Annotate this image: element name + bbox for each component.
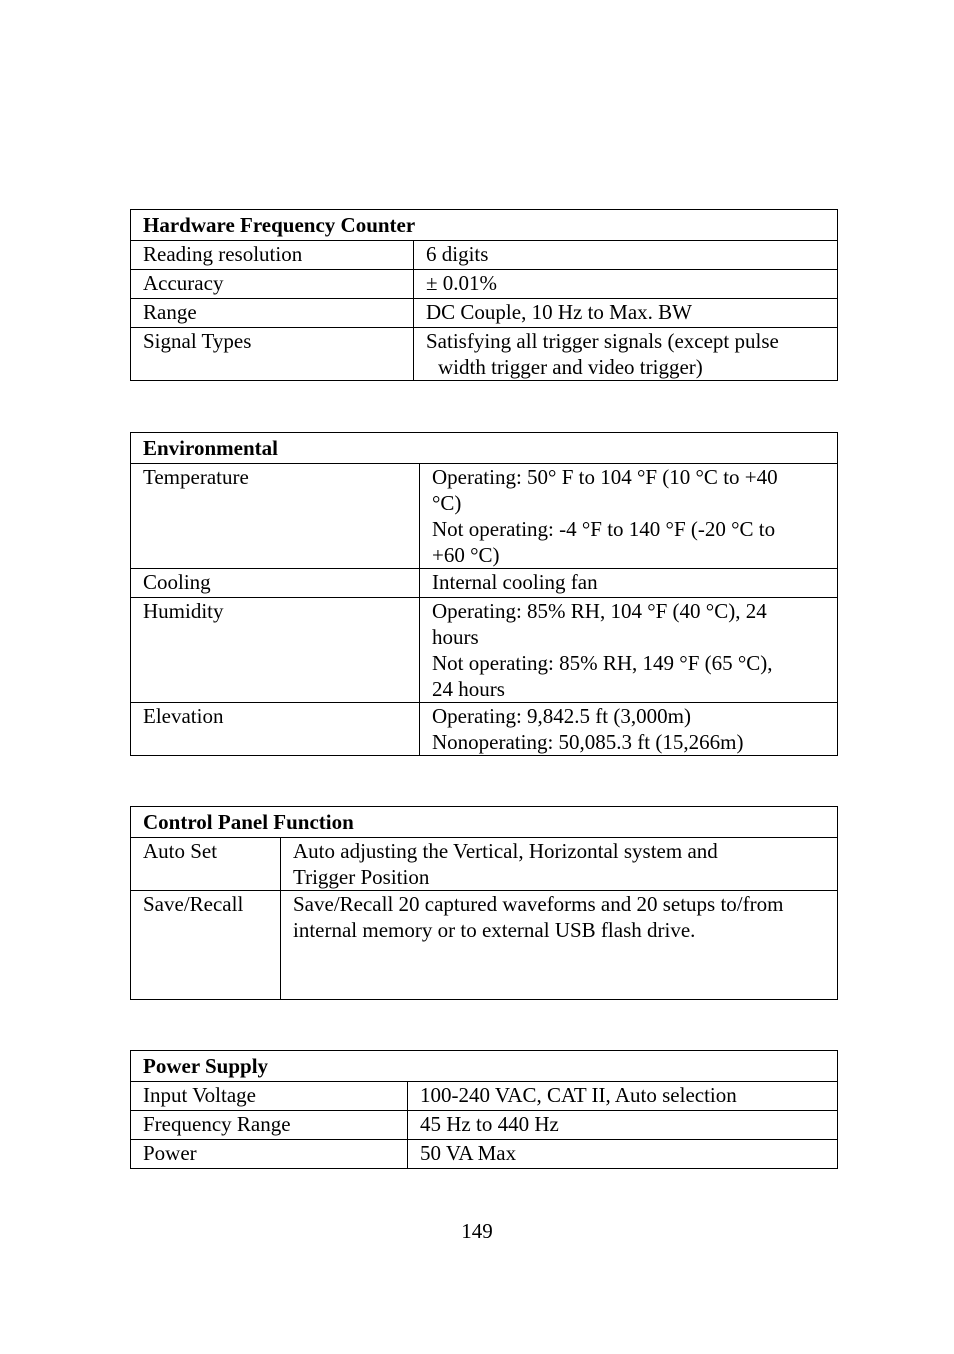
table-row (131, 838, 838, 891)
table-row (131, 703, 838, 756)
value-line: Save/Recall 20 captured waveforms and 20 setups to/from (293, 892, 784, 916)
row-value: 45 Hz to 440 Hz (408, 1111, 838, 1140)
value-line: Operating: 85% RH, 104 °F (40 °C), 24 (432, 599, 767, 623)
power-supply-table (130, 1050, 838, 1169)
value-line: Nonoperating: 50,085.3 ft (15,266m) (432, 730, 744, 754)
hardware-frequency-counter-table (130, 209, 838, 381)
value-line: Operating: 9,842.5 ft (3,000m) (432, 704, 691, 728)
table-title: Hardware Frequency Counter (131, 210, 838, 241)
table-row (131, 598, 838, 703)
table-title: Environmental (131, 433, 838, 464)
row-label: Accuracy (131, 270, 414, 299)
value-line: Auto adjusting the Vertical, Horizontal system and (293, 839, 718, 863)
value-line: +60 °C) (432, 543, 500, 567)
row-label: Save/Recall (131, 891, 281, 1000)
table-row (131, 328, 838, 381)
row-value: 50 VA Max (408, 1140, 838, 1169)
row-value (414, 328, 838, 381)
row-value (420, 598, 838, 703)
row-value (420, 464, 838, 569)
table-row (131, 891, 838, 1000)
row-label: Reading resolution (131, 241, 414, 270)
value-line: width trigger and video trigger) (438, 355, 703, 379)
row-value: DC Couple, 10 Hz to Max. BW (414, 299, 838, 328)
value-line: 24 hours (432, 677, 505, 701)
value-line: Satisfying all trigger signals (except pulse (426, 329, 779, 353)
value-line: Internal cooling fan (432, 570, 598, 594)
row-label: Auto Set (131, 838, 281, 891)
table-row (131, 1082, 838, 1111)
table-row (131, 464, 838, 569)
row-label: Temperature (131, 464, 420, 569)
row-label: Humidity (131, 598, 420, 703)
value-line: °C) (432, 491, 462, 515)
row-label: Cooling (131, 569, 420, 598)
value-line: internal memory or to external USB flash drive. (293, 918, 696, 942)
value-line: Trigger Position (293, 865, 430, 889)
row-label: Frequency Range (131, 1111, 408, 1140)
value-line: Operating: 50° F to 104 °F (10 °C to +40 (432, 465, 778, 489)
table-row (131, 1140, 838, 1169)
environmental-table (130, 432, 838, 756)
row-label: Elevation (131, 703, 420, 756)
control-panel-function-table (130, 806, 838, 1000)
row-value (420, 703, 838, 756)
table-row (131, 270, 838, 299)
row-label: Input Voltage (131, 1082, 408, 1111)
table-row (131, 1111, 838, 1140)
value-line: hours (432, 625, 479, 649)
row-value: ± 0.01% (414, 270, 838, 299)
table-row (131, 241, 838, 270)
page-number: 149 (461, 1219, 493, 1243)
row-label: Signal Types (131, 328, 414, 381)
table-title: Power Supply (131, 1051, 838, 1082)
row-value: 6 digits (414, 241, 838, 270)
row-label: Range (131, 299, 414, 328)
row-label: Power (131, 1140, 408, 1169)
row-value (281, 838, 838, 891)
value-line: Not operating: -4 °F to 140 °F (-20 °C to (432, 517, 776, 541)
table-row (131, 299, 838, 328)
value-line: Not operating: 85% RH, 149 °F (65 °C), (432, 651, 773, 675)
table-row (131, 569, 838, 598)
row-value (281, 891, 838, 1000)
row-value: 100-240 VAC, CAT II, Auto selection (408, 1082, 838, 1111)
row-value (420, 569, 838, 598)
table-title: Control Panel Function (131, 807, 838, 838)
